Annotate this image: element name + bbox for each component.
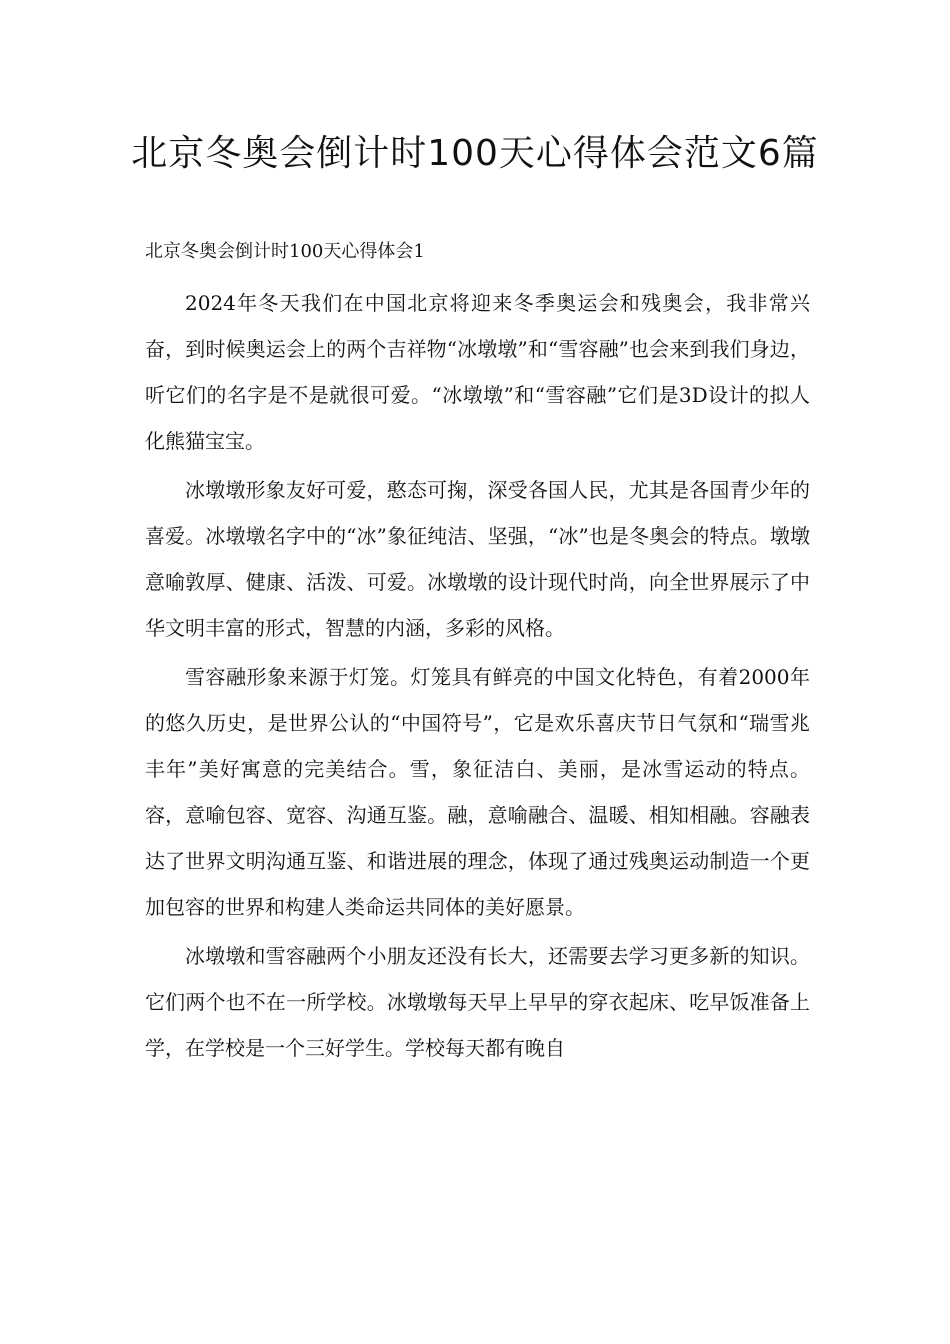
paragraph-1: 2024年冬天我们在中国北京将迎来冬季奥运会和残奥会，我非常兴奋，到时候奥运会上的两个吉祥物“冰墩墩”和“雪容融”也会来到我们身边，听它们的名字是不是就很可爱。“冰墩墩”和“雪容融”它们是3D设计的拟人化熊猫宝宝。 bbox=[145, 291, 810, 453]
document-body bbox=[145, 280, 810, 1074]
paragraph-2: 冰墩墩形象友好可爱，憨态可掬，深受各国人民，尤其是各国青少年的喜爱。冰墩墩名字中的“冰”象征纯洁、坚强，“冰”也是冬奥会的特点。墩墩意喻敦厚、健康、活泼、可爱。冰墩墩的设计现代时尚，向全世界展示了中华文明丰富的形式，智慧的内涵，多彩的风格。 bbox=[145, 478, 810, 640]
document-title: 北京冬奥会倒计时100天心得体会范文6篇 bbox=[131, 133, 819, 174]
paragraph-4: 冰墩墩和雪容融两个小朋友还没有长大，还需要去学习更多新的知识。它们两个也不在一所学校。冰墩墩每天早上早早的穿衣起床、吃早饭准备上学，在学校是一个三好学生。学校每天都有晚自 bbox=[145, 944, 810, 1060]
paragraph-3: 雪容融形象来源于灯笼。灯笼具有鲜亮的中国文化特色，有着2000年的悠久历史，是世界公认的“中国符号”，它是欢乐喜庆节日气氛和“瑞雪兆丰年”美好寓意的完美结合。雪，象征洁白、美丽，是冰雪运动的特点。容，意喻包容、宽容、沟通互鉴。融，意喻融合、温暖、相知相融。容融表达了世界文明沟通互鉴、和谐进展的理念，体现了通过残奥运动制造一个更加包容的世界和构建人类命运共同体的美好愿景。 bbox=[145, 665, 810, 919]
section-heading: 北京冬奥会倒计时100天心得体会1 bbox=[145, 241, 425, 262]
